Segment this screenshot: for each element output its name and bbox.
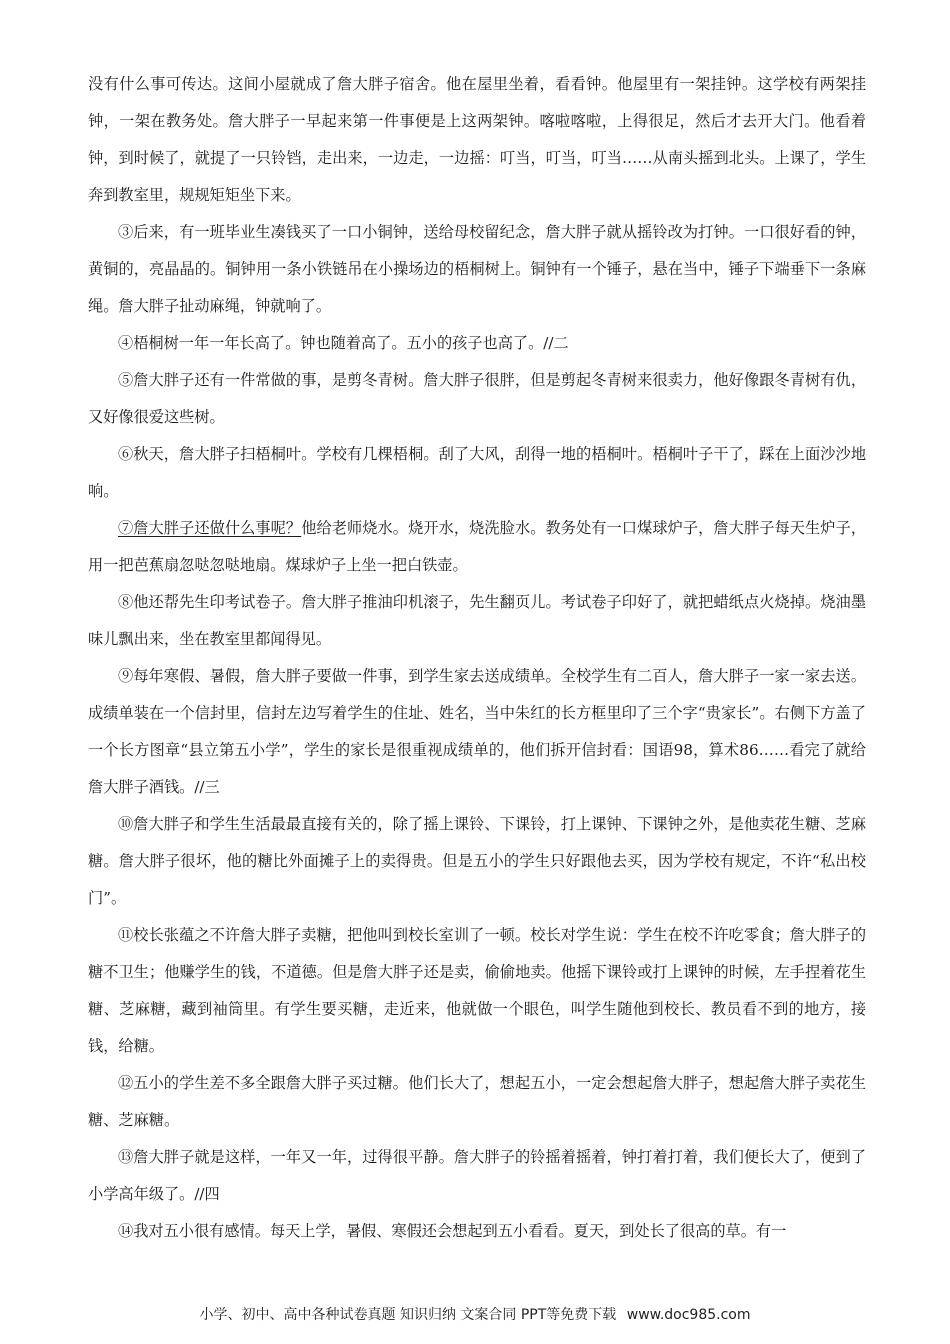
paragraph-5: ⑤詹大胖子还有一件常做的事，是剪冬青树。詹大胖子很胖，但是剪起冬青树来很卖力，他好像跟冬青树有仇，又好像很爱这些树。 [88,371,866,426]
paragraph-11: ⑪校长张蕴之不许詹大胖子卖糖，把他叫到校长室训了一顿。校长对学生说：学生在校不许吃零食；詹大胖子的糖不卫生；他赚学生的钱，不道德。但是詹大胖子还是卖，偷偷地卖。他摇下课铃或打上课钟的时候，左手捏着花生糖、芝麻糖，藏到袖筒里。有学生要买糖，走近来，他就做一个眼色，叫学生随他到校长、教员看不到的地方，接钱，给糖。 [88,926,866,1055]
paragraph-3: ③后来，有一班毕业生凑钱买了一口小铜钟，送给母校留纪念，詹大胖子就从摇铃改为打钟。一口很好看的钟，黄铜的，亮晶晶的。铜钟用一条小铁链吊在小操场边的梧桐树上。铜钟有一个锤子，悬在当中，锤子下端垂下一条麻绳。詹大胖子扯动麻绳，钟就响了。 [88,223,866,315]
paragraph-6: ⑥秋天，詹大胖子扫梧桐叶。学校有几棵梧桐。刮了大风，刮得一地的梧桐叶。梧桐叶子干了，踩在上面沙沙地响。 [88,445,866,500]
underlined-question: ⑦詹大胖子还做什么事呢？ [118,519,302,537]
paragraph-continuation: 没有什么事可传达。这间小屋就成了詹大胖子宿舍。他在屋里坐着，看看钟。他屋里有一架挂钟。这学校有两架挂钟，一架在教务处。詹大胖子一早起来第一件事便是上这两架钟。喀啦喀啦，上得很足，然后才去开大门。他看着钟，到时候了，就提了一只铃铛，走出来，一边走，一边摇：叮当，叮当，叮当……从南头摇到北头。上课了，学生奔到教室里，规规矩矩坐下来。 [88,75,866,204]
page-footer [0,1304,950,1324]
paragraph-9: ⑨每年寒假、暑假，詹大胖子要做一件事，到学生家去送成绩单。全校学生有二百人，詹大胖子一家一家去送。成绩单装在一个信封里，信封左边写着学生的住址、姓名，当中朱红的长方框里印了三个字“贵家长”。右侧下方盖了一个长方图章“县立第五小学”，学生的家长是很重视成绩单的，他们拆开信封看：国语98，算术86……看完了就给詹大胖子酒钱。//三 [88,667,866,796]
paragraph-14: ⑭我对五小很有感情。每天上学，暑假、寒假还会想起到五小看看。夏天，到处长了很高的草。有一 [118,1222,787,1240]
document-body [88,66,866,1250]
paragraph-8: ⑧他还帮先生印考试卷子。詹大胖子推油印机滚子，先生翻页儿。考试卷子印好了，就把蜡纸点火烧掉。烧油墨味儿飘出来，坐在教室里都闻得见。 [88,593,866,648]
footer-text: 小学、初中、高中各种试卷真题 知识归纳 文案合同 PPT等免费下载 [199,1307,617,1323]
footer-url[interactable]: www.doc985.com [626,1307,751,1323]
paragraph-4: ④梧桐树一年一年长高了。钟也随着高了。五小的孩子也高了。//二 [118,334,569,352]
paragraph-13: ⑬詹大胖子就是这样，一年又一年，过得很平静。詹大胖子的铃摇着摇着，钟打着打着，我们便长大了，便到了小学高年级了。//四 [88,1148,866,1203]
paragraph-12: ⑫五小的学生差不多全跟詹大胖子买过糖。他们长大了，想起五小，一定会想起詹大胖子，想起詹大胖子卖花生糖、芝麻糖。 [88,1074,866,1129]
paragraph-7 [88,510,866,584]
paragraph-10: ⑩詹大胖子和学生生活最最直接有关的，除了摇上课铃、下课铃，打上课钟、下课钟之外，是他卖花生糖、芝麻糖。詹大胖子很坏，他的糖比外面摊子上的卖得贵。但是五小的学生只好跟他去买，因为学校有规定，不许“私出校门”。 [88,815,866,907]
paragraph-7-text: 他给老师烧水。烧开水，烧洗脸水。教务处有一口煤球炉子，詹大胖子每天生炉子，用一把芭蕉扇忽哒忽哒地扇。煤球炉子上坐一把白铁壶。 [88,519,867,574]
